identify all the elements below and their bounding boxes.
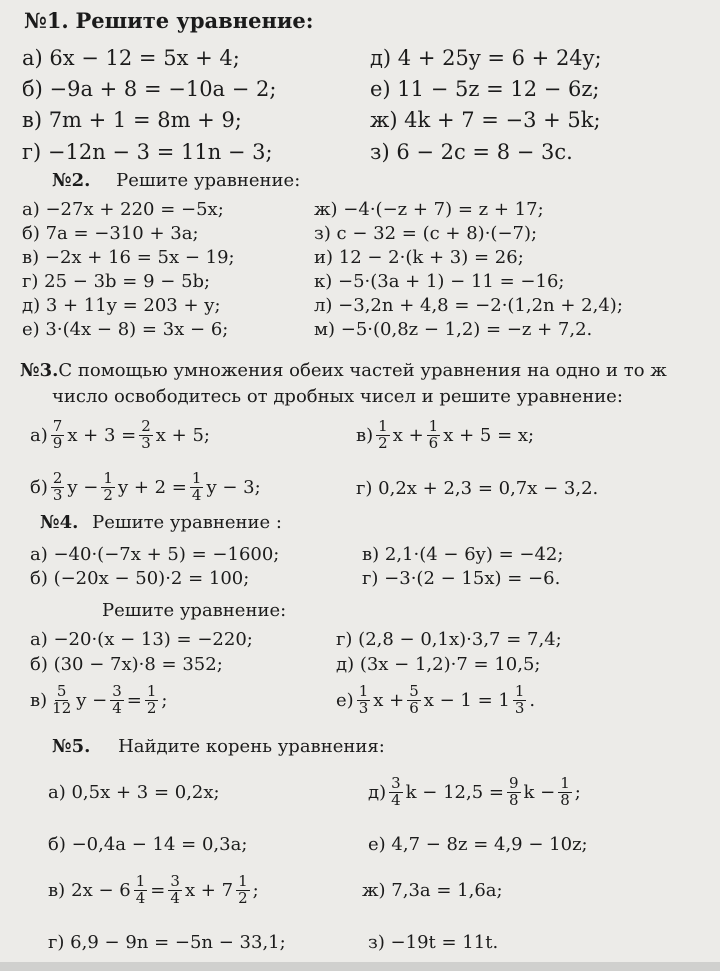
section-3-number: №3. [20,360,59,381]
s4b-item-a: а) −20·(x − 13) = −220; [30,629,253,650]
denominator: 2 [103,485,113,504]
fraction [558,773,572,809]
s2-item-a: а) −27x + 220 = −5x; [22,199,224,220]
section-3-heading [20,360,667,381]
s2-item-z: з) c − 32 = (c + 8)·(−7); [314,223,538,244]
s4b-item-b: б) (30 − 7x)·8 = 352; [30,654,223,675]
numerator: 5 [56,681,67,700]
numerator: 1 [378,416,388,435]
s3-v-label: в) [356,424,374,446]
s5-v-t2: x + 7 [184,879,234,901]
s1-item-d: д) 4 + 25y = 6 + 24y; [370,46,602,70]
fraction [50,681,73,717]
denominator: 4 [191,485,202,504]
s5-d-end: ; [574,781,581,803]
s4b-e-label: е) [336,689,354,711]
s1-item-z: з) 6 − 2c = 8 − 3c. [370,140,573,164]
numerator: 1 [103,468,113,487]
s1-item-a: а) 6x − 12 = 5x + 4; [22,46,240,70]
numerator: 1 [191,468,202,487]
fraction [134,871,148,907]
s3-b-end: y − 3; [206,476,261,498]
numerator: 3 [170,871,180,890]
section-4-subtitle: Решите уравнение: [102,600,287,621]
denominator: 4 [135,888,146,907]
s5-item-b: б) −0,4a − 14 = 0,3a; [48,834,248,855]
numerator: 7 [52,416,63,435]
s4b-e-t1: x + [373,689,405,711]
numerator: 1 [358,681,369,700]
fraction [110,681,124,717]
numerator: 2 [141,416,151,435]
denominator: 2 [238,888,248,907]
s1-item-b: б) −9a + 8 = −10a − 2; [22,77,277,101]
s5-d-label: д) [368,781,387,803]
s4b-item-v [30,678,168,722]
s4b-item-d: д) (3x − 1,2)·7 = 10,5; [336,654,541,675]
fraction [427,416,441,452]
section-1-title: Решите уравнение: [75,8,314,33]
denominator: 2 [146,698,157,717]
numerator: 9 [508,773,519,792]
s5-v-t1: = [150,879,166,901]
fraction [51,468,65,504]
s4-item-g: г) −3·(2 − 15x) = −6. [362,568,561,589]
fraction [145,681,159,717]
numerator: 5 [409,681,419,700]
section-2-title: Решите уравнение: [116,170,301,191]
section-2-number: №2. [52,170,91,191]
numerator: 1 [135,871,146,890]
s5-item-z: з) −19t = 11t. [368,932,499,953]
fraction [376,416,390,452]
s5-item-a: а) 0,5x + 3 = 0,2x; [48,782,220,803]
s1-item-v: в) 7m + 1 = 8m + 9; [22,108,242,132]
denominator: 8 [508,790,519,809]
s3-item-b [30,464,261,510]
s4b-v-t2: = [126,689,142,711]
s5-d-t1: k − 12,5 = [405,781,504,803]
s3-b-t1: y − [67,476,99,498]
denominator: 3 [52,485,63,504]
s2-item-b: б) 7a = −310 + 3a; [22,223,199,244]
section-4-title: Решите уравнение : [92,512,282,533]
section-5-number: №5. [52,736,91,757]
fraction [513,681,527,717]
s2-item-v: в) −2x + 16 = 5x − 19; [22,247,235,268]
numerator: 3 [391,773,401,792]
s5-v-t0: 2x − 6 [71,879,131,901]
numerator: 1 [146,681,157,700]
fraction [407,681,421,717]
s4b-v-label: в) [30,689,48,711]
numerator: 1 [428,416,439,435]
s3-b-t2: y + 2 = [117,476,187,498]
fraction [190,468,204,504]
s4-item-v: в) 2,1·(4 − 6y) = −42; [362,544,564,565]
section-3-title-line1: С помощью умножения обеих частей уравнения на одно и то ж [58,360,667,381]
s5-item-g: г) 6,9 − 9n = −5n − 33,1; [48,932,286,953]
s2-item-l: л) −3,2n + 4,8 = −2·(1,2n + 2,4); [314,295,623,316]
section-2-heading [52,170,300,191]
s2-item-i: и) 12 − 2·(k + 3) = 26; [314,247,524,268]
s4b-v-t1: y − [76,689,108,711]
denominator: 3 [141,433,151,452]
s1-item-g: г) −12n − 3 = 11n − 3; [22,140,273,164]
section-5-heading [52,736,385,757]
section-1-number: №1. [24,8,69,33]
s4-item-b: б) (−20x − 50)·2 = 100; [30,568,250,589]
section-3-title-line2: число освободитесь от дробных чисел и решите уравнение: [52,386,623,407]
denominator: 2 [378,433,388,452]
s3-item-g: г) 0,2x + 2,3 = 0,7x − 3,2. [356,478,599,499]
numerator: 1 [560,773,570,792]
denominator: 9 [52,433,63,452]
s5-item-d [368,770,581,814]
numerator: 1 [238,871,248,890]
s3-item-a [30,412,210,458]
s4b-e-t2: x − 1 = 1 [423,689,510,711]
s1-item-zh: ж) 4k + 7 = −3 + 5k; [370,108,601,132]
fraction [389,773,403,809]
s3-a-end: x + 5; [155,424,210,446]
s3-item-v [356,412,534,458]
section-4-number: №4. [40,512,79,533]
s4b-item-g: г) (2,8 − 0,1x)·3,7 = 7,4; [336,629,562,650]
denominator: 4 [391,790,401,809]
denominator: 8 [560,790,570,809]
denominator: 4 [170,888,180,907]
fraction [101,468,115,504]
s4b-item-e [336,678,535,722]
s3-v-end: x + 5 = x; [443,424,535,446]
denominator: 12 [52,698,72,717]
s5-d-t2: k − [523,781,556,803]
denominator: 6 [409,698,419,717]
section-4-heading [40,512,282,533]
fraction [139,416,153,452]
denominator: 4 [112,698,122,717]
numerator: 3 [112,681,122,700]
s2-item-zh: ж) −4·(−z + 7) = z + 17; [314,199,544,220]
numerator: 2 [52,468,63,487]
s2-item-k: к) −5·(3a + 1) − 11 = −16; [314,271,565,292]
s4b-e-end: . [529,689,536,711]
s3-a-label: а) [30,424,48,446]
s4b-v-end: ; [161,689,168,711]
s2-item-m: м) −5·(0,8z − 1,2) = −z + 7,2. [314,319,593,340]
fraction [357,681,371,717]
s5-item-e: е) 4,7 − 8z = 4,9 − 10z; [368,834,588,855]
s3-a-mid: x + 3 = [67,424,137,446]
s5-item-v [48,868,259,912]
s2-item-e: е) 3·(4x − 8) = 3x − 6; [22,319,229,340]
s3-b-label: б) [30,476,48,498]
s5-v-end: ; [252,879,259,901]
fraction [507,773,521,809]
denominator: 3 [358,698,369,717]
denominator: 6 [428,433,439,452]
s3-v-mid: x + [392,424,424,446]
s1-item-e: е) 11 − 5z = 12 − 6z; [370,77,600,101]
s5-v-label: в) [48,879,66,901]
page-bottom-edge [0,962,720,971]
section-5-title: Найдите корень уравнения: [118,736,385,757]
s5-item-zh: ж) 7,3a = 1,6a; [362,880,503,901]
s4-item-a: а) −40·(−7x + 5) = −1600; [30,544,280,565]
fraction [51,416,65,452]
s2-item-g: г) 25 − 3b = 9 − 5b; [22,271,211,292]
fraction [236,871,250,907]
s2-item-d: д) 3 + 11y = 203 + y; [22,295,221,316]
section-1-heading [24,8,314,33]
fraction [168,871,182,907]
numerator: 1 [514,681,525,700]
denominator: 3 [514,698,525,717]
